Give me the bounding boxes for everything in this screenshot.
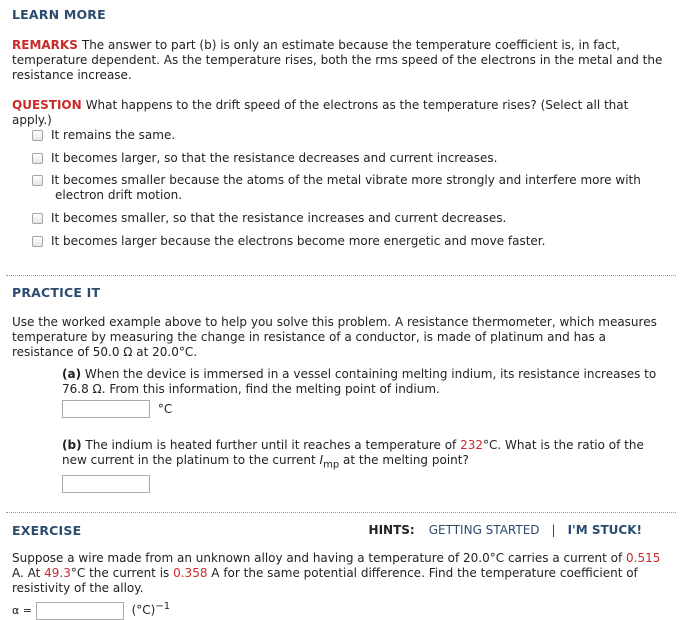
- question-label: QUESTION: [12, 98, 82, 112]
- question-text-1: What happens to the drift speed of the electrons as the temperature rises? (Select all that: [85, 98, 629, 112]
- part-b-text-1-end: °C. What is the ratio of the: [483, 438, 644, 452]
- option-item[interactable]: [32, 128, 676, 143]
- hints-bar: [369, 523, 642, 537]
- part-a-text-1: When the device is immersed in a vessel containing melting indium, its resistance increases to: [84, 367, 657, 381]
- exercise-text-2-mid: °C the current is: [70, 566, 170, 581]
- part-b-answer-row: [62, 475, 676, 493]
- exercise-header-row: [12, 523, 676, 539]
- remarks-label: REMARKS: [12, 38, 78, 52]
- part-b-temperature-value: 232: [460, 438, 484, 452]
- alpha-answer-row: [12, 601, 676, 620]
- current-value-1: 0.515: [626, 551, 661, 566]
- option-text-continued: electron drift motion.: [55, 188, 183, 202]
- hint-stuck-link[interactable]: I'M STUCK!: [567, 523, 642, 538]
- exercise-text-2-end: A for the same potential difference. Find the temperature coefficient of: [211, 566, 638, 581]
- option-item[interactable]: [32, 151, 676, 166]
- option-checkbox[interactable]: [32, 130, 43, 141]
- part-a: [12, 367, 676, 418]
- hint-getting-started-link[interactable]: GETTING STARTED: [428, 523, 540, 538]
- hints-label: HINTS:: [368, 523, 415, 538]
- practice-heading: PRACTICE IT: [12, 285, 101, 300]
- option-checkbox[interactable]: [32, 236, 43, 247]
- learn-more-section: [0, 0, 688, 249]
- hint-separator: |: [551, 523, 556, 538]
- question-text-2: apply.): [12, 113, 52, 127]
- part-b-text-2: new current in the platinum to the current: [62, 453, 316, 467]
- remarks-text-3: resistance increase.: [12, 68, 132, 82]
- exercise-text-1: Suppose a wire made from an unknown alloy and having a temperature of 20.0°C carries a current of: [12, 551, 623, 566]
- practice-intro-3: resistance of 50.0 Ω at 20.0°C.: [12, 345, 198, 359]
- practice-intro-1: Use the worked example above to help you solve this problem. A resistance thermometer, which measures: [12, 315, 657, 329]
- part-a-answer-row: [62, 400, 676, 418]
- alpha-answer-input[interactable]: [36, 602, 124, 620]
- question-block: [12, 98, 676, 128]
- practice-section: [0, 276, 688, 493]
- part-b-text-1: The indium is heated further until it reaches a temperature of: [85, 438, 457, 452]
- exercise-section: [0, 513, 688, 620]
- current-subscript: mp: [323, 459, 340, 471]
- option-text: It becomes larger because the electrons become more energetic and move faster.: [51, 234, 546, 248]
- exercise-text-3: resistivity of the alloy.: [12, 581, 144, 596]
- option-text: It becomes smaller, so that the resistance increases and current decreases.: [51, 211, 507, 225]
- part-b-label: (b): [62, 438, 82, 452]
- current-symbol: I: [319, 453, 324, 467]
- temperature-value: 49.3: [44, 566, 71, 581]
- practice-intro: [12, 315, 676, 360]
- remarks-text-2: temperature dependent. As the temperature rises, both the rms speed of the electrons in the metal and the: [12, 53, 663, 67]
- option-list: [12, 128, 676, 249]
- part-b-text-2-end: at the melting point?: [343, 453, 469, 467]
- option-checkbox[interactable]: [32, 175, 43, 186]
- exercise-problem: [12, 551, 676, 596]
- part-a-answer-input[interactable]: [62, 400, 150, 418]
- option-item[interactable]: [32, 234, 676, 249]
- part-a-label: (a): [62, 367, 82, 381]
- remarks-block: [12, 38, 676, 83]
- option-item[interactable]: [32, 211, 676, 226]
- alpha-label: α =: [12, 604, 32, 618]
- option-item[interactable]: [32, 173, 676, 203]
- remarks-text-1: The answer to part (b) is only an estimate because the temperature coefficient is, in fact,: [81, 38, 621, 52]
- alpha-unit-exponent: −1: [155, 601, 171, 613]
- part-a-text-2: 76.8 Ω. From this information, find the melting point of indium.: [62, 382, 440, 396]
- practice-intro-2: temperature by measuring the change in resistance of a conductor, is made of platinum and has a: [12, 330, 606, 344]
- exercise-text-2: A. At: [12, 566, 41, 581]
- option-text: It becomes smaller because the atoms of the metal vibrate more strongly and interfere more with: [51, 173, 641, 187]
- option-text: It becomes larger, so that the resistance decreases and current increases.: [51, 151, 498, 165]
- alpha-unit: [132, 603, 171, 617]
- part-b-answer-input[interactable]: [62, 475, 150, 493]
- exercise-heading: EXERCISE: [12, 523, 82, 539]
- alpha-unit-base: (°C): [131, 603, 156, 618]
- part-b: [12, 438, 676, 493]
- option-text: It remains the same.: [51, 128, 176, 142]
- option-checkbox[interactable]: [32, 153, 43, 164]
- current-value-2: 0.358: [173, 566, 208, 581]
- option-checkbox[interactable]: [32, 213, 43, 224]
- part-a-unit: °C: [157, 401, 173, 416]
- learn-more-heading: LEARN MORE: [12, 7, 106, 22]
